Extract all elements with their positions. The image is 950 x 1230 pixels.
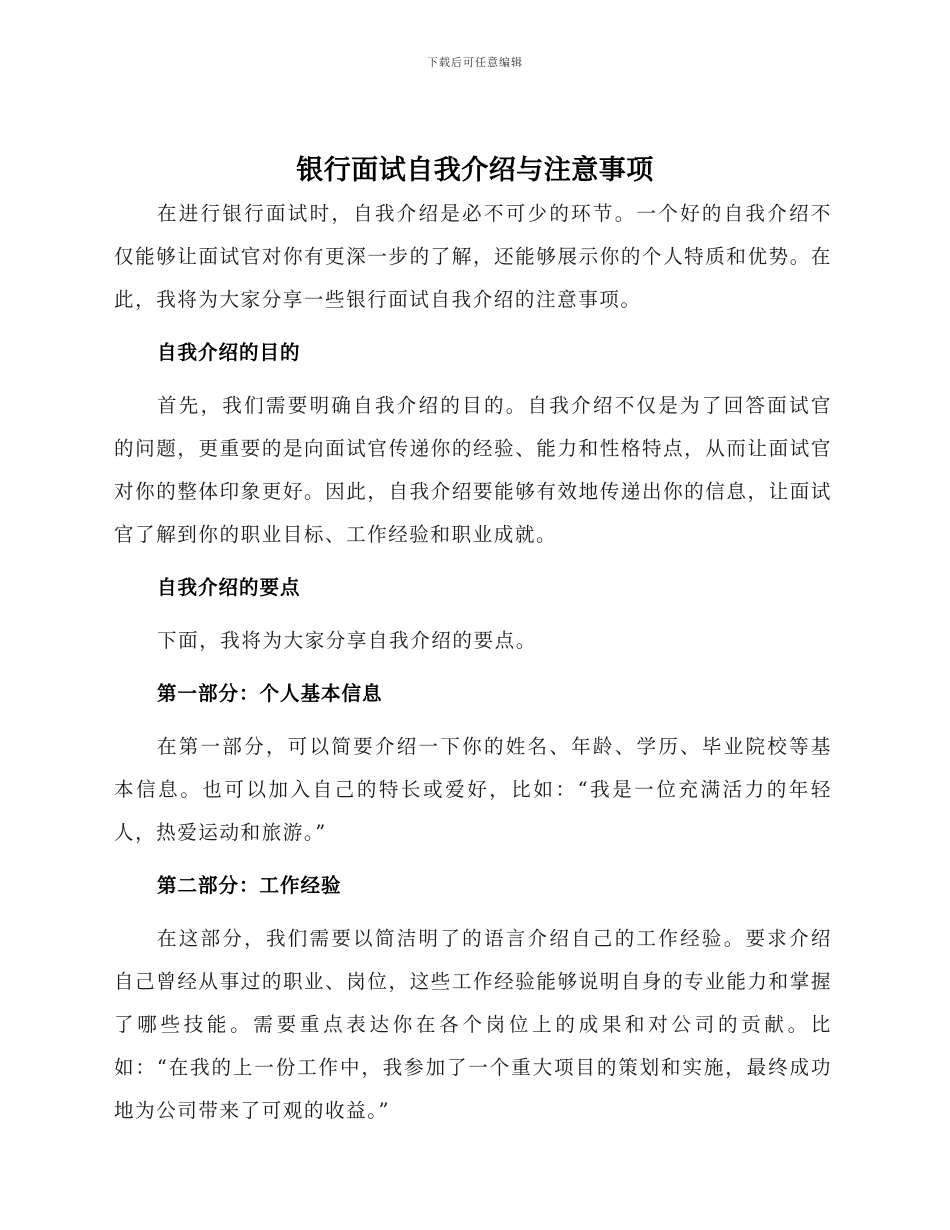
header-note: 下载后可任意编辑 (427, 56, 523, 69)
section-heading-key-points: 自我介绍的要点 (157, 576, 301, 599)
part-two-paragraph: 在这部分，我们需要以简洁明了的语言介绍自己的工作经验。要求介绍自己曾经从事过的职业、岗位，这些工作经验能够说明自身的专业能力和掌握了哪些技能。需要重点表达你在各个岗位上的成果和对公司的贡献。比如：“在我的上一份工作中，我参加了一个重大项目的策划和实施，最终成功地为公司带来了可观的收益。” (114, 927, 832, 1122)
part-one-paragraph: 在第一部分，可以简要介绍一下你的姓名、年龄、学历、毕业院校等基本信息。也可以加入自己的特长或爱好，比如：“我是一位充满活力的年轻人，热爱运动和旅游。” (114, 735, 832, 844)
key-points-paragraph: 下面，我将为大家分享自我介绍的要点。 (157, 629, 537, 652)
purpose-paragraph: 首先，我们需要明确自我介绍的目的。自我介绍不仅是为了回答面试官的问题，更重要的是向面试官传递你的经验、能力和性格特点，从而让面试官对你的整体印象更好。因此，自我介绍要能够有效地传递出你的信息，让面试官了解到你的职业目标、工作经验和职业成就。 (114, 394, 832, 546)
section-heading-purpose: 自我介绍的目的 (157, 341, 301, 364)
section-heading-part-one: 第一部分：个人基本信息 (157, 682, 383, 705)
document-title: 银行面试自我介绍与注意事项 (296, 155, 654, 186)
section-heading-part-two: 第二部分：工作经验 (157, 874, 342, 897)
intro-paragraph: 在进行银行面试时，自我介绍是必不可少的环节。一个好的自我介绍不仅能够让面试官对你有更深一步的了解，还能够展示你的个人特质和优势。在此，我将为大家分享一些银行面试自我介绍的注意事项。 (114, 202, 832, 311)
document-body (114, 192, 832, 1132)
